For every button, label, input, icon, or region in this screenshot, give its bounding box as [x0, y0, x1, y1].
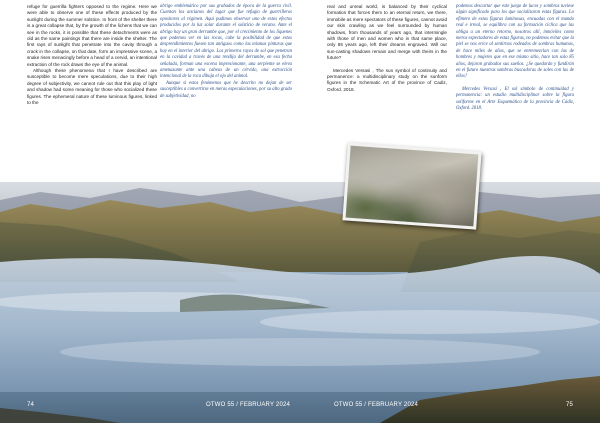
citation: Mercedes Versasi , El sol símbolo de continuidad y permanencia: un estudio multidisciplinar sobre la figura soliforme en el Arte Esquemático de la provincia de Cádiz, Oxford. 2018. [456, 86, 574, 112]
page-number-right: 75 [566, 402, 574, 408]
citation: Mercedes Versasi , The sun symbol of continuity and permanence: a multidisciplinary study on the sunform figures in the Schematic Art of the province of Cadiz, Oxford. 2018. [327, 67, 447, 92]
page-number-left: 74 [27, 402, 35, 408]
landscape-illustration [0, 182, 600, 423]
magazine-footer-right: OTWO 55 / FEBRUARY 2024 [334, 402, 419, 408]
english-column-left [27, 4, 157, 107]
paragraph: Aunque si estos fenómenos que he descrito no dejan de ser susceptibles a convertirse en meras especulaciones, por su alto grado de subjetividad, no [160, 80, 292, 99]
spanish-column-left [160, 4, 292, 100]
english-column-right [327, 4, 447, 93]
paragraph: real and unreal world, is balanced by their cyclical formation that forces them to an eternal return, we there, immobile as mere spectators of these figures, cannot avoid our skin crawling as we feel surrounded by human shadows, from thousands of years ago, that intermingle with those of men and women who in that same place, only 85 years ago, left their dreams engraved. Will our sun-casting shadows remain and merge with theirs in the future? [327, 4, 448, 61]
magazine-footer-left: OTWO 55 / FEBRUARY 2024 [206, 402, 291, 408]
paragraph: Although these phenomena that I have described are susceptible to become mere speculations, due to their high degree of subjectivity, we cannot rule out that this play of light and shadow had some meaning for those who socialized these figures. The ephemeral nature of these luminous figures, linked to the [27, 68, 157, 106]
paragraph: podemos descartar que este juego de luces y sombras tuviese algún significado para los que socializaron estas figuras. Lo efímero de estas figuras luminosas, encuadas con el mundo real e irreal, se equilibra con su formación cíclica que las obliga a un eterno retorno, nosotros allí, inmóviles como meros espectadores de estas figuras, no podemos evitar que la piel se nos erice al sentirnos rodeados de sombras humanas, de hace miles de años, que se entremezclan con las de hombres y mujeres que en ese mismo sitio, hace tan solo 85 años, dejaron grabados sus sueños. ¿Se quedarán y fundirán en el futuro nuestras sombras buscadoras de soles con las de ellos? [456, 4, 574, 80]
landscape-photo [0, 182, 600, 423]
paragraph: refuge for guerrilla fighters opposed to the regime. Here we were able to observe one of these effects produced by the sunlight during the summer solstice. In front of the shelter there is a great collapse that, by the growth of the lichens that we can see in the rocks, it is possible that these detachments were as old as the same paintings that there are inside the shelter. The first rays of sunlight that penetrate into the cavity through a crack in the collapse, on that date, form an impressive scene, a snake rises menacingly before a head of a cervid, an intentional extraction of the rock draws the eye of the animal. [27, 4, 157, 67]
spanish-column-right [456, 4, 574, 113]
rock-inset-photo [342, 142, 481, 229]
rock-shelter-image [346, 146, 479, 227]
paragraph: abrigo emblemático por sus grabados de época de la guerra civil. Cuentan los ancianos del lugar que fue refugio de guerrilleros opositores al régimen. Aquí pudimos observar uno de estos efectos producidos por la luz solar durante el solsticio de verano. Ante el abrigo hay un gran derrumbe que, por el crecimiento de los líquenes que podemos ver en las rocas, cabe la posibilidad de que estos desprendimientos fuesen tan antiguos como las mismas pinturas que hay en el interior del abrigo. Los primeros rayos de sol que penetran en la cavidad a través de una rendija del derrumbe, en esa fecha señalada, forman una escena impresionante, una serpiente se eleva amenazante ante una cabeza de un cérvido, una extracción intencional de la roca dibuja el ojo del animal. [160, 4, 292, 80]
